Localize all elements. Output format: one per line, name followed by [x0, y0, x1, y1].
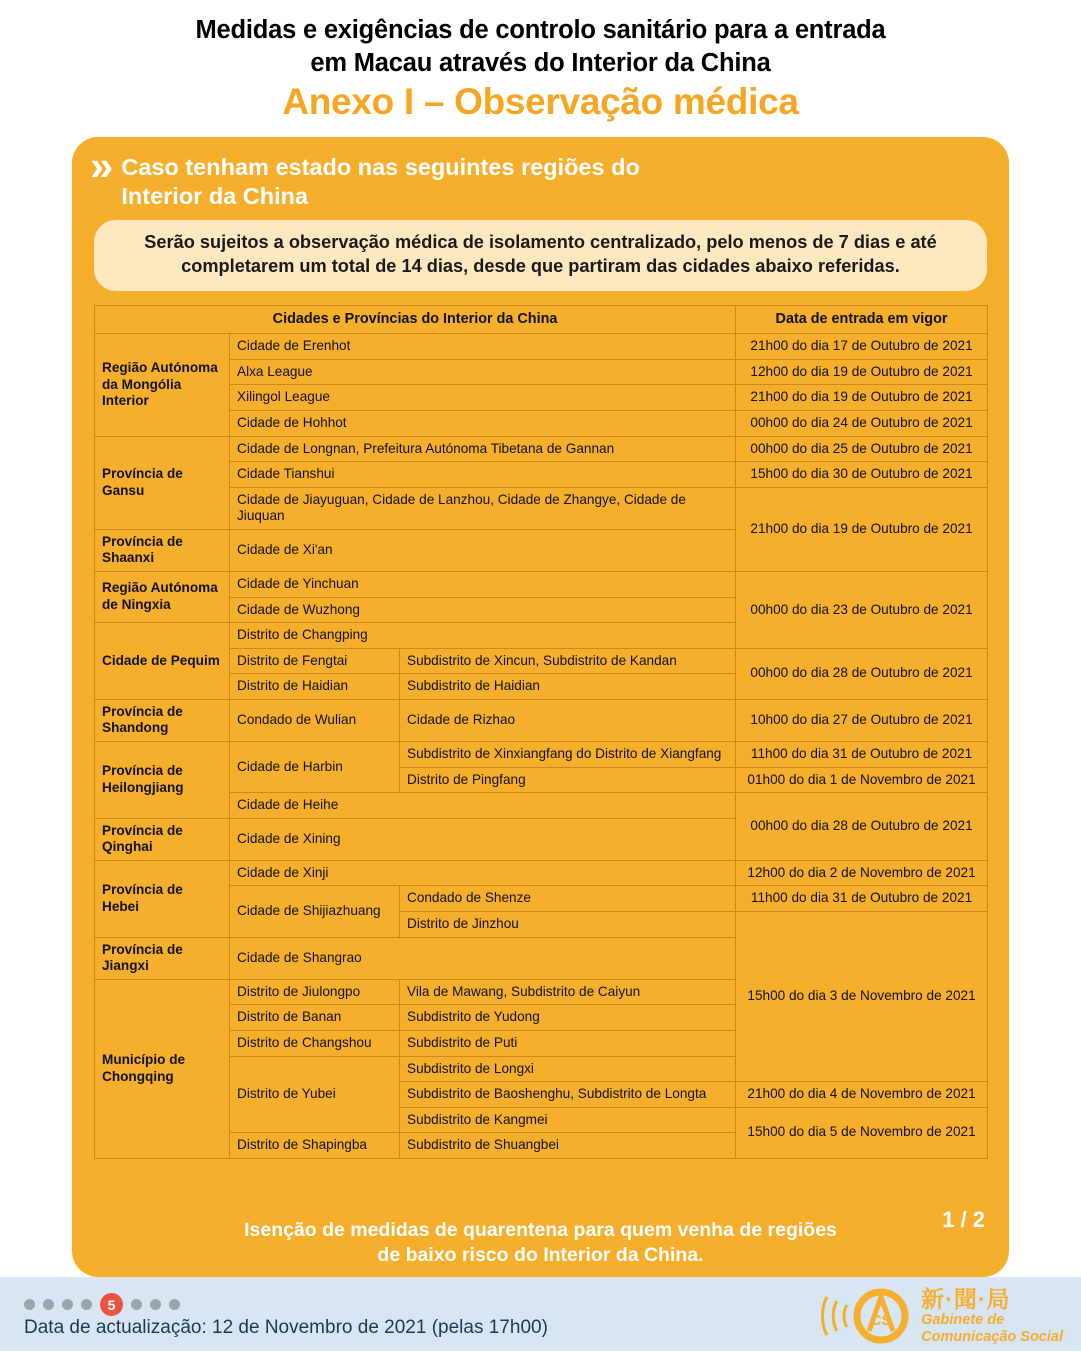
city-cell: Cidade de Yinchuan: [230, 571, 736, 597]
double-chevron-right-icon: »: [90, 142, 114, 189]
province-cell: Província de Jiangxi: [95, 937, 230, 979]
gcs-logo-text: [921, 1287, 1063, 1345]
province-cell: Província de Heilongjiang: [95, 742, 230, 819]
city-cell: Cidade de Harbin: [230, 742, 400, 793]
city-cell: Cidade de Xinji: [230, 860, 736, 886]
table-row: [95, 436, 988, 462]
table-row: [95, 571, 988, 597]
subdistrict-cell: Subdistrito de Puti: [400, 1030, 736, 1056]
city-cell: Distrito de Changping: [230, 623, 736, 649]
effective-date-cell: 12h00 do dia 19 de Outubro de 2021: [736, 359, 988, 385]
subdistrict-cell: Subdistrito de Yudong: [400, 1005, 736, 1031]
effective-date-cell: 15h00 do dia 5 de Novembro de 2021: [736, 1107, 988, 1158]
effective-date-cell: 01h00 do dia 1 de Novembro de 2021: [736, 767, 988, 793]
subdistrict-cell: Vila de Mawang, Subdistrito de Caiyun: [400, 979, 736, 1005]
city-cell: Cidade de Heihe: [230, 793, 736, 819]
page-subtitle: Anexo I – Observação médica: [282, 81, 799, 123]
effective-date-cell: 15h00 do dia 30 de Outubro de 2021: [736, 462, 988, 488]
page-title: [40, 14, 1041, 79]
notice-line2: completarem um total de 14 dias, desde que partiram das cidades abaixo referidas.: [181, 255, 900, 276]
effective-date-cell: 11h00 do dia 31 de Outubro de 2021: [736, 886, 988, 912]
subdistrict-cell: Subdistrito de Longxi: [400, 1056, 736, 1082]
page-title-line1: Medidas e exigências de controlo sanitário para a entrada: [195, 16, 886, 44]
city-cell: Distrito de Yubei: [230, 1056, 400, 1133]
notice-line1: Serão sujeitos a observação médica de isolamento centralizado, pelo menos de 7 dias e até: [144, 232, 937, 253]
effective-date-cell: 15h00 do dia 3 de Novembro de 2021: [736, 912, 988, 1082]
page-dot-6[interactable]: [131, 1299, 142, 1310]
header-cities: Cidades e Províncias do Interior da China: [95, 305, 736, 334]
subdistrict-cell: Distrito de Jinzhou: [400, 912, 736, 938]
subdistrict-cell: Subdistrito de Xinxiangfang do Distrito de Xiangfang: [400, 742, 736, 768]
effective-date-cell: 10h00 do dia 27 de Outubro de 2021: [736, 699, 988, 741]
table-row: [95, 742, 988, 768]
city-cell: Cidade de Erenhot: [230, 334, 736, 360]
city-cell: Cidade de Wuzhong: [230, 597, 736, 623]
page-dot-1[interactable]: [24, 1299, 35, 1310]
city-cell: Alxa League: [230, 359, 736, 385]
province-cell: Província de Qinghai: [95, 818, 230, 860]
city-cell: Cidade Tianshui: [230, 462, 736, 488]
svg-text:CS: CS: [870, 1312, 892, 1329]
card-footer-line2: de baixo risco do Interior da China.: [377, 1243, 704, 1266]
table-row: [95, 860, 988, 886]
province-cell: Província de Shandong: [95, 699, 230, 741]
card-header-text: [121, 151, 639, 210]
city-cell: Distrito de Jiulongpo: [230, 979, 400, 1005]
effective-date-cell: 00h00 do dia 28 de Outubro de 2021: [736, 793, 988, 861]
page-dot-7[interactable]: [150, 1299, 161, 1310]
subdistrict-cell: Cidade de Rizhao: [400, 699, 736, 741]
effective-date-cell: 21h00 do dia 19 de Outubro de 2021: [736, 385, 988, 411]
province-cell: Província de Gansu: [95, 436, 230, 529]
subdistrict-cell: Subdistrito de Xincun, Subdistrito de Kandan: [400, 648, 736, 674]
city-cell: Distrito de Shapingba: [230, 1133, 400, 1159]
effective-date-cell: 00h00 do dia 24 de Outubro de 2021: [736, 410, 988, 436]
annex-card: [72, 137, 1009, 1277]
subdistrict-cell: Subdistrito de Baoshenghu, Subdistrito de Longta: [400, 1082, 736, 1108]
effective-date-cell: 00h00 do dia 23 de Outubro de 2021: [736, 571, 988, 648]
subdistrict-cell: Subdistrito de Haidian: [400, 674, 736, 700]
city-cell: Condado de Wulian: [230, 699, 400, 741]
city-cell: Distrito de Changshou: [230, 1030, 400, 1056]
bottom-bar: [0, 1277, 1081, 1351]
city-cell: Distrito de Fengtai: [230, 648, 400, 674]
page-indicator: 1 / 2: [942, 1207, 985, 1232]
page-dot-4[interactable]: [81, 1299, 92, 1310]
effective-date-cell: 21h00 do dia 17 de Outubro de 2021: [736, 334, 988, 360]
subdistrict-cell: Distrito de Pingfang: [400, 767, 736, 793]
update-date-text: Data de actualização: 12 de Novembro de 2021 (pelas 17h00): [24, 1317, 548, 1338]
notice-box: [94, 220, 987, 290]
city-cell: Cidade de Longnan, Prefeitura Autónoma Tibetana de Gannan: [230, 436, 736, 462]
table-header-row: [95, 305, 988, 334]
effective-date-cell: 11h00 do dia 31 de Outubro de 2021: [736, 742, 988, 768]
province-cell: Município de Chongqing: [95, 979, 230, 1158]
city-cell: Cidade de Hohhot: [230, 410, 736, 436]
city-cell: Cidade de Shijiazhuang: [230, 886, 400, 937]
gcs-logo-mark-icon: [821, 1285, 913, 1347]
city-cell: Cidade de Xining: [230, 818, 736, 860]
header-date: Data de entrada em vigor: [736, 305, 988, 334]
page-dots[interactable]: [24, 1293, 180, 1316]
subdistrict-cell: Subdistrito de Kangmei: [400, 1107, 736, 1133]
effective-date-cell: 21h00 do dia 4 de Novembro de 2021: [736, 1082, 988, 1108]
card-header: [72, 137, 1009, 216]
province-cell: Região Autónoma da Mongólia Interior: [95, 334, 230, 436]
page-dot-8[interactable]: [169, 1299, 180, 1310]
province-cell: Província de Hebei: [95, 860, 230, 937]
effective-date-cell: 00h00 do dia 25 de Outubro de 2021: [736, 436, 988, 462]
page-dot-3[interactable]: [62, 1299, 73, 1310]
province-cell: Província de Shaanxi: [95, 529, 230, 571]
gcs-logo: [821, 1285, 1063, 1347]
subdistrict-cell: Condado de Shenze: [400, 886, 736, 912]
city-cell: Distrito de Banan: [230, 1005, 400, 1031]
card-header-line2: Interior da China: [121, 182, 309, 209]
province-cell: Cidade de Pequim: [95, 623, 230, 700]
gcs-logo-pt-line1: Gabinete de: [921, 1312, 1005, 1329]
city-cell: Distrito de Haidian: [230, 674, 400, 700]
page-title-line2: em Macau através do Interior da China: [310, 48, 771, 77]
city-cell: Cidade de Jiayuguan, Cidade de Lanzhou, Cidade de Zhangye, Cidade de Jiuquan: [230, 487, 736, 529]
card-header-line1: Caso tenham estado nas seguintes regiões do: [121, 154, 640, 180]
province-cell: Região Autónoma de Ningxia: [95, 571, 230, 622]
card-footer-line1: Isenção de medidas de quarentena para quem venha de regiões: [244, 1219, 837, 1242]
table-row: [95, 334, 988, 360]
page-header: [0, 0, 1081, 122]
gcs-logo-cn: 新·聞·局: [921, 1286, 1011, 1313]
city-cell: Xilingol League: [230, 385, 736, 411]
page-dot-active[interactable]: 5: [100, 1293, 123, 1316]
table-row: [95, 699, 988, 741]
gcs-logo-pt-line2: Comunicação Social: [921, 1328, 1063, 1345]
subdistrict-cell: Subdistrito de Shuangbei: [400, 1133, 736, 1159]
city-cell: Cidade de Shangrao: [230, 937, 736, 979]
card-footer: [72, 1218, 1009, 1267]
city-cell: Cidade de Xi'an: [230, 529, 736, 571]
measures-table: [94, 305, 988, 1159]
page-dot-2[interactable]: [43, 1299, 54, 1310]
effective-date-cell: 12h00 do dia 2 de Novembro de 2021: [736, 860, 988, 886]
effective-date-cell: 00h00 do dia 28 de Outubro de 2021: [736, 648, 988, 699]
effective-date-cell: 21h00 do dia 19 de Outubro de 2021: [736, 487, 988, 571]
